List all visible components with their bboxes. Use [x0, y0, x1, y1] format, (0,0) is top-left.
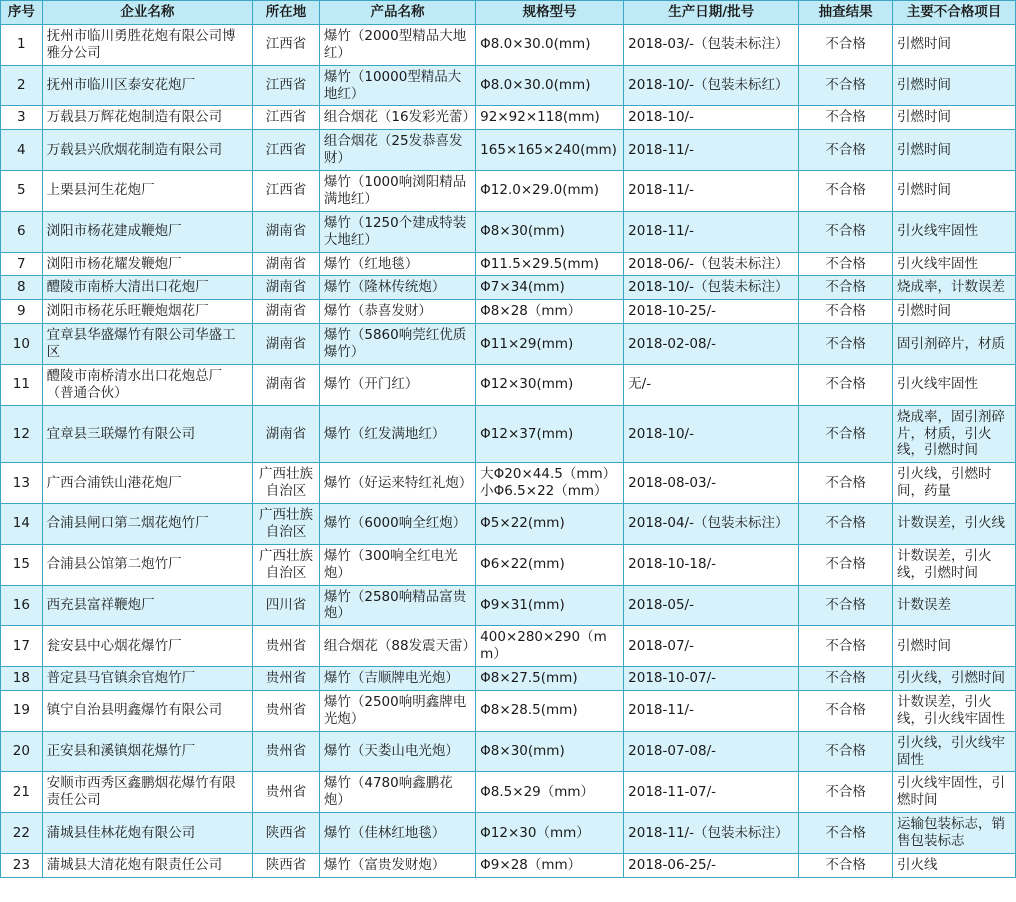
cell-location: 江西省: [253, 130, 320, 171]
cell-result: 不合格: [799, 463, 893, 504]
cell-specification: Φ5×22(mm): [476, 504, 624, 545]
cell-location: 湖南省: [253, 324, 320, 365]
cell-result: 不合格: [799, 504, 893, 545]
cell-product-name: 爆竹（红发满地红）: [319, 405, 475, 463]
cell-company-name: 上栗县河生花炮厂: [42, 171, 253, 212]
table-row: [1, 626, 1016, 667]
cell-production-date: 2018-11/-: [624, 211, 799, 252]
cell-index: 8: [1, 276, 43, 300]
table-row: [1, 130, 1016, 171]
cell-company-name: 镇宁自治县明鑫爆竹有限公司: [42, 690, 253, 731]
cell-result: 不合格: [799, 813, 893, 854]
table-row: [1, 211, 1016, 252]
cell-specification: Φ9×31(mm): [476, 585, 624, 626]
cell-product-name: 爆竹（1250个建成特装大地红）: [319, 211, 475, 252]
cell-failed-items: 引燃时间: [892, 65, 1015, 106]
column-header-result: 抽查结果: [799, 1, 893, 25]
cell-product-name: 爆竹（300响全红电光炮）: [319, 544, 475, 585]
cell-location: 贵州省: [253, 772, 320, 813]
cell-result: 不合格: [799, 171, 893, 212]
cell-location: 贵州省: [253, 626, 320, 667]
cell-location: 贵州省: [253, 690, 320, 731]
cell-failed-items: 引燃时间: [892, 130, 1015, 171]
cell-company-name: 普定县马官镇余官炮竹厂: [42, 667, 253, 691]
cell-production-date: 2018-11/-: [624, 130, 799, 171]
table-row: [1, 252, 1016, 276]
cell-result: 不合格: [799, 300, 893, 324]
cell-product-name: 爆竹（天娄山电光炮）: [319, 731, 475, 772]
cell-production-date: 2018-04/-（包装未标注）: [624, 504, 799, 545]
cell-location: 陕西省: [253, 853, 320, 877]
cell-company-name: 西充县富祥鞭炮厂: [42, 585, 253, 626]
cell-index: 16: [1, 585, 43, 626]
cell-specification: 大Φ20×44.5（mm）小Φ6.5×22（mm）: [476, 463, 624, 504]
cell-result: 不合格: [799, 544, 893, 585]
cell-company-name: 瓮安县中心烟花爆竹厂: [42, 626, 253, 667]
cell-company-name: 万载县兴欣烟花制造有限公司: [42, 130, 253, 171]
cell-product-name: 爆竹（6000响全红炮）: [319, 504, 475, 545]
cell-company-name: 浏阳市杨花乐旺鞭炮烟花厂: [42, 300, 253, 324]
cell-company-name: 合浦县公馆第二炮竹厂: [42, 544, 253, 585]
cell-specification: Φ6×22(mm): [476, 544, 624, 585]
cell-failed-items: 计数误差: [892, 585, 1015, 626]
table-row: [1, 324, 1016, 365]
cell-product-name: 组合烟花（25发恭喜发财）: [319, 130, 475, 171]
cell-specification: Φ7×34(mm): [476, 276, 624, 300]
cell-specification: Φ8×30(mm): [476, 731, 624, 772]
cell-specification: Φ8.0×30.0(mm): [476, 24, 624, 65]
table-row: [1, 585, 1016, 626]
cell-index: 23: [1, 853, 43, 877]
cell-failed-items: 引燃时间: [892, 106, 1015, 130]
cell-specification: Φ12×30(mm): [476, 364, 624, 405]
cell-result: 不合格: [799, 405, 893, 463]
cell-result: 不合格: [799, 731, 893, 772]
cell-location: 湖南省: [253, 211, 320, 252]
cell-company-name: 醴陵市南桥清水出口花炮总厂（普通合伙）: [42, 364, 253, 405]
cell-specification: Φ8×30(mm): [476, 211, 624, 252]
cell-index: 13: [1, 463, 43, 504]
cell-production-date: 2018-10-25/-: [624, 300, 799, 324]
cell-index: 19: [1, 690, 43, 731]
cell-index: 21: [1, 772, 43, 813]
cell-product-name: 爆竹（10000型精品大地红）: [319, 65, 475, 106]
cell-specification: Φ8×27.5(mm): [476, 667, 624, 691]
cell-failed-items: 引火线: [892, 853, 1015, 877]
cell-product-name: 爆竹（吉顺牌电光炮）: [319, 667, 475, 691]
cell-failed-items: 引火线，引火线牢固性: [892, 731, 1015, 772]
table-row: [1, 106, 1016, 130]
cell-failed-items: 烧成率，固引剂碎片，材质，引火线，引燃时间: [892, 405, 1015, 463]
cell-product-name: 爆竹（4780响鑫鹏花炮）: [319, 772, 475, 813]
cell-company-name: 广西合浦铁山港花炮厂: [42, 463, 253, 504]
column-header-product-name: 产品名称: [319, 1, 475, 25]
cell-location: 湖南省: [253, 276, 320, 300]
cell-index: 2: [1, 65, 43, 106]
column-header-failed-items: 主要不合格项目: [892, 1, 1015, 25]
cell-specification: Φ9×28（mm）: [476, 853, 624, 877]
table-row: [1, 690, 1016, 731]
column-header-production-date: 生产日期/批号: [624, 1, 799, 25]
cell-company-name: 抚州市临川区泰安花炮厂: [42, 65, 253, 106]
cell-result: 不合格: [799, 324, 893, 365]
cell-index: 3: [1, 106, 43, 130]
cell-location: 湖南省: [253, 405, 320, 463]
cell-specification: 165×165×240(mm): [476, 130, 624, 171]
cell-result: 不合格: [799, 772, 893, 813]
cell-product-name: 爆竹（开门红）: [319, 364, 475, 405]
cell-specification: Φ8×28（mm）: [476, 300, 624, 324]
cell-production-date: 2018-11/-: [624, 690, 799, 731]
cell-production-date: 2018-10/-: [624, 405, 799, 463]
column-header-company-name: 企业名称: [42, 1, 253, 25]
cell-failed-items: 引燃时间: [892, 300, 1015, 324]
cell-specification: 92×92×118(mm): [476, 106, 624, 130]
cell-index: 4: [1, 130, 43, 171]
cell-production-date: 2018-10/-（包装未标红）: [624, 65, 799, 106]
cell-location: 江西省: [253, 24, 320, 65]
cell-failed-items: 引燃时间: [892, 171, 1015, 212]
cell-company-name: 蒲城县大清花炮有限责任公司: [42, 853, 253, 877]
cell-failed-items: 引火线牢固性，引燃时间: [892, 772, 1015, 813]
cell-company-name: 安顺市西秀区鑫鹏烟花爆竹有限责任公司: [42, 772, 253, 813]
cell-production-date: 2018-10-07/-: [624, 667, 799, 691]
cell-index: 11: [1, 364, 43, 405]
cell-production-date: 2018-11/-（包装未标注）: [624, 813, 799, 854]
table-row: [1, 276, 1016, 300]
cell-specification: Φ8.0×30.0(mm): [476, 65, 624, 106]
cell-specification: Φ8×28.5(mm): [476, 690, 624, 731]
cell-product-name: 爆竹（好运来特红礼炮）: [319, 463, 475, 504]
cell-production-date: 无/-: [624, 364, 799, 405]
cell-location: 湖南省: [253, 364, 320, 405]
table-row: [1, 65, 1016, 106]
cell-location: 广西壮族自治区: [253, 504, 320, 545]
table-row: [1, 405, 1016, 463]
cell-production-date: 2018-02-08/-: [624, 324, 799, 365]
cell-failed-items: 运输包装标志，销售包装标志: [892, 813, 1015, 854]
cell-result: 不合格: [799, 65, 893, 106]
cell-production-date: 2018-07/-: [624, 626, 799, 667]
table-row: [1, 364, 1016, 405]
cell-failed-items: 固引剂碎片，材质: [892, 324, 1015, 365]
cell-product-name: 爆竹（2500响明鑫牌电光炮）: [319, 690, 475, 731]
cell-index: 14: [1, 504, 43, 545]
cell-production-date: 2018-07-08/-: [624, 731, 799, 772]
table-row: [1, 463, 1016, 504]
cell-result: 不合格: [799, 853, 893, 877]
cell-result: 不合格: [799, 130, 893, 171]
cell-index: 6: [1, 211, 43, 252]
cell-index: 15: [1, 544, 43, 585]
cell-failed-items: 引火线牢固性: [892, 364, 1015, 405]
cell-specification: 400×280×290（mm）: [476, 626, 624, 667]
cell-production-date: 2018-06-25/-: [624, 853, 799, 877]
cell-location: 四川省: [253, 585, 320, 626]
cell-failed-items: 计数误差，引火线，引火线牢固性: [892, 690, 1015, 731]
cell-index: 18: [1, 667, 43, 691]
cell-location: 广西壮族自治区: [253, 544, 320, 585]
table-header: [1, 1, 1016, 25]
column-header-location: 所在地: [253, 1, 320, 25]
cell-location: 江西省: [253, 65, 320, 106]
cell-specification: Φ11.5×29.5(mm): [476, 252, 624, 276]
cell-product-name: 爆竹（5860响莞红优质爆竹）: [319, 324, 475, 365]
cell-company-name: 合浦县闸口第二烟花炮竹厂: [42, 504, 253, 545]
cell-production-date: 2018-06/-（包装未标注）: [624, 252, 799, 276]
cell-failed-items: 计数误差，引火线: [892, 504, 1015, 545]
cell-product-name: 组合烟花（16发彩光蕾）: [319, 106, 475, 130]
column-header-specification: 规格型号: [476, 1, 624, 25]
cell-index: 12: [1, 405, 43, 463]
cell-index: 20: [1, 731, 43, 772]
cell-index: 22: [1, 813, 43, 854]
cell-product-name: 爆竹（红地毯）: [319, 252, 475, 276]
table-row: [1, 813, 1016, 854]
cell-failed-items: 引火线牢固性: [892, 211, 1015, 252]
cell-result: 不合格: [799, 24, 893, 65]
cell-result: 不合格: [799, 106, 893, 130]
cell-result: 不合格: [799, 626, 893, 667]
cell-index: 10: [1, 324, 43, 365]
cell-company-name: 正安县和溪镇烟花爆竹厂: [42, 731, 253, 772]
cell-failed-items: 引火线，引燃时间: [892, 667, 1015, 691]
cell-index: 7: [1, 252, 43, 276]
cell-failed-items: 引火线牢固性: [892, 252, 1015, 276]
cell-product-name: 爆竹（1000响浏阳精品满地红）: [319, 171, 475, 212]
cell-company-name: 浏阳市杨花建成鞭炮厂: [42, 211, 253, 252]
cell-failed-items: 烧成率，计数误差: [892, 276, 1015, 300]
cell-product-name: 爆竹（2000型精品大地红）: [319, 24, 475, 65]
cell-result: 不合格: [799, 211, 893, 252]
cell-specification: Φ12×37(mm): [476, 405, 624, 463]
cell-result: 不合格: [799, 276, 893, 300]
cell-result: 不合格: [799, 252, 893, 276]
cell-location: 湖南省: [253, 300, 320, 324]
cell-production-date: 2018-05/-: [624, 585, 799, 626]
cell-production-date: 2018-11-07/-: [624, 772, 799, 813]
cell-company-name: 宜章县华盛爆竹有限公司华盛工区: [42, 324, 253, 365]
cell-product-name: 爆竹（隆林传统炮）: [319, 276, 475, 300]
cell-failed-items: 引燃时间: [892, 24, 1015, 65]
cell-index: 1: [1, 24, 43, 65]
cell-index: 17: [1, 626, 43, 667]
cell-specification: Φ12.0×29.0(mm): [476, 171, 624, 212]
cell-company-name: 醴陵市南桥大清出口花炮厂: [42, 276, 253, 300]
table-header-row: [1, 1, 1016, 25]
cell-product-name: 爆竹（佳林红地毯）: [319, 813, 475, 854]
cell-company-name: 浏阳市杨花耀发鞭炮厂: [42, 252, 253, 276]
cell-specification: Φ8.5×29（mm）: [476, 772, 624, 813]
cell-index: 9: [1, 300, 43, 324]
cell-specification: Φ12×30（mm）: [476, 813, 624, 854]
table-row: [1, 772, 1016, 813]
cell-result: 不合格: [799, 690, 893, 731]
table-row: [1, 853, 1016, 877]
cell-company-name: 宜章县三联爆竹有限公司: [42, 405, 253, 463]
cell-company-name: 蒲城县佳林花炮有限公司: [42, 813, 253, 854]
cell-location: 广西壮族自治区: [253, 463, 320, 504]
column-header-index: 序号: [1, 1, 43, 25]
table-row: [1, 731, 1016, 772]
cell-company-name: 抚州市临川勇胜花炮有限公司博雅分公司: [42, 24, 253, 65]
table-row: [1, 300, 1016, 324]
cell-location: 陕西省: [253, 813, 320, 854]
cell-result: 不合格: [799, 667, 893, 691]
cell-production-date: 2018-10/-: [624, 106, 799, 130]
cell-product-name: 爆竹（2580响精品富贵炮）: [319, 585, 475, 626]
cell-production-date: 2018-03/-（包装未标注）: [624, 24, 799, 65]
table-body: [1, 24, 1016, 877]
cell-index: 5: [1, 171, 43, 212]
cell-production-date: 2018-08-03/-: [624, 463, 799, 504]
cell-production-date: 2018-10-18/-: [624, 544, 799, 585]
cell-result: 不合格: [799, 585, 893, 626]
table-row: [1, 667, 1016, 691]
table-row: [1, 504, 1016, 545]
cell-production-date: 2018-11/-: [624, 171, 799, 212]
cell-location: 贵州省: [253, 667, 320, 691]
table-row: [1, 24, 1016, 65]
table-row: [1, 171, 1016, 212]
cell-result: 不合格: [799, 364, 893, 405]
table-row: [1, 544, 1016, 585]
cell-failed-items: 引火线，引燃时间，药量: [892, 463, 1015, 504]
cell-production-date: 2018-10/-（包装未标注）: [624, 276, 799, 300]
cell-failed-items: 计数误差，引火线，引燃时间: [892, 544, 1015, 585]
cell-company-name: 万载县万辉花炮制造有限公司: [42, 106, 253, 130]
cell-location: 贵州省: [253, 731, 320, 772]
cell-product-name: 组合烟花（88发震天雷）: [319, 626, 475, 667]
cell-location: 江西省: [253, 171, 320, 212]
cell-location: 江西省: [253, 106, 320, 130]
cell-product-name: 爆竹（富贵发财炮）: [319, 853, 475, 877]
cell-product-name: 爆竹（恭喜发财）: [319, 300, 475, 324]
cell-specification: Φ11×29(mm): [476, 324, 624, 365]
cell-failed-items: 引燃时间: [892, 626, 1015, 667]
cell-location: 湖南省: [253, 252, 320, 276]
